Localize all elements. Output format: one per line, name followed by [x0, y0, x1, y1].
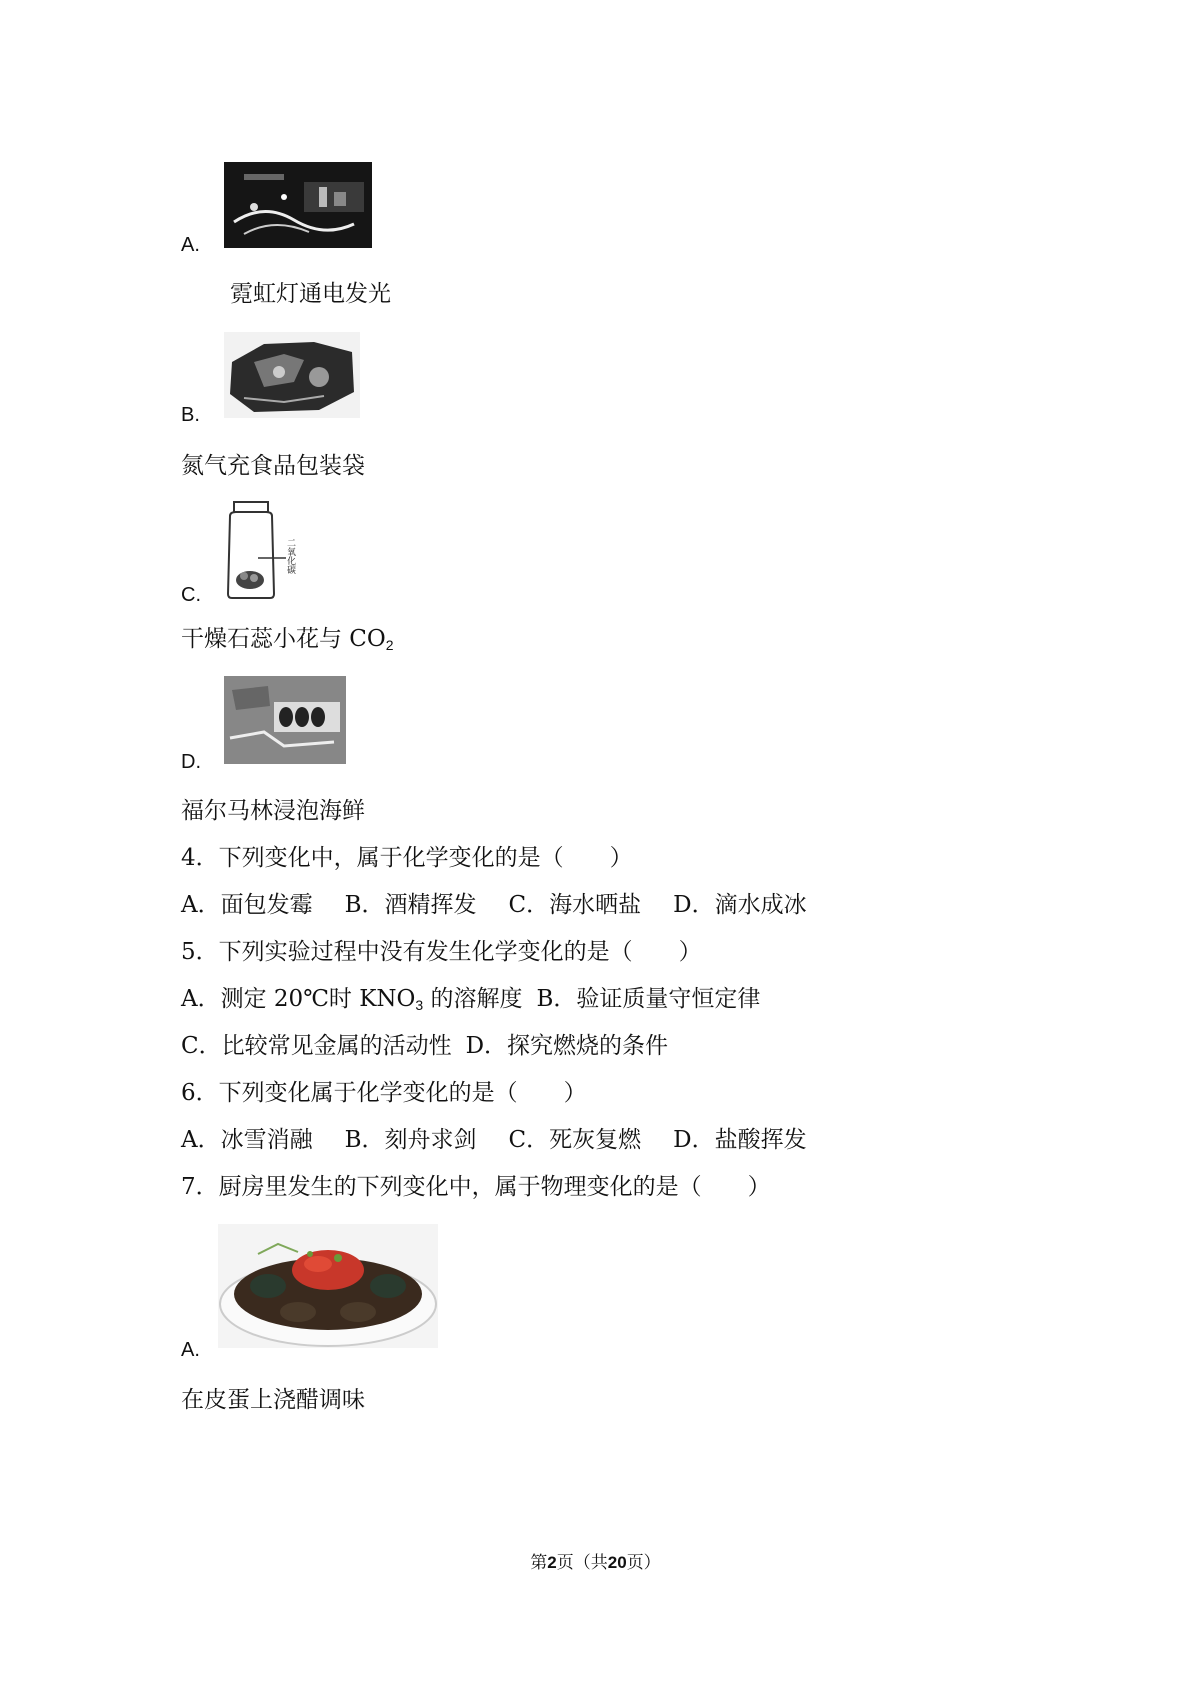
seafood-photo [224, 676, 346, 764]
jar-label: 二氧化碳 [285, 538, 295, 574]
item-c-caption-sub: 2 [385, 637, 394, 653]
item-a-letter: A. [181, 234, 200, 256]
item-b-caption: 氮气充食品包装袋 [181, 453, 365, 479]
q4-option-c: C．海水晒盐 [508, 892, 642, 918]
question-5-options-cd [181, 1031, 668, 1061]
q7-option-a-caption: 在皮蛋上浇醋调味 [181, 1387, 365, 1413]
page-number: 2 [547, 1553, 557, 1572]
q5-option-c: C．比较常见金属的活动性 [181, 1033, 452, 1059]
item-c-caption-main: 干燥石蕊小花与 CO [181, 626, 386, 652]
food-bag-photo [224, 332, 360, 418]
q5-option-b: B．验证质量守恒定律 [536, 986, 761, 1012]
question-5-stem: 5．下列实验过程中没有发生化学变化的是（ ） [181, 939, 702, 965]
q5-option-a: A．测定 20℃时 $KNO_3$ 的溶解度 [181, 986, 523, 1013]
q6-option-c: C．死灰复燃 [508, 1127, 642, 1153]
total-pages: 20 [607, 1553, 627, 1572]
neon-light-photo [224, 162, 372, 248]
item-a-caption: 霓虹灯通电发光 [230, 281, 391, 307]
preserved-egg-photo [218, 1224, 438, 1348]
q6-option-b: B．刻舟求剑 [344, 1127, 477, 1153]
q4-option-d: D．滴水成冰 [673, 892, 807, 918]
q7-option-a-letter: A. [181, 1339, 200, 1361]
q5-option-d: D．探究燃烧的条件 [465, 1033, 669, 1059]
question-4-stem: 4．下列变化中，属于化学变化的是（ ） [181, 845, 633, 871]
q4-option-b: B．酒精挥发 [344, 892, 477, 918]
question-7-stem: 7．厨房里发生的下列变化中，属于物理变化的是（ ） [181, 1174, 771, 1200]
question-6-stem: 6．下列变化属于化学变化的是（ ） [181, 1080, 587, 1106]
question-5-options-ab [181, 984, 760, 1020]
item-c-letter: C. [181, 584, 201, 606]
item-d-letter: D. [181, 751, 201, 773]
item-d-caption: 福尔马林浸泡海鲜 [181, 798, 365, 824]
question-4-options [181, 890, 807, 920]
page-footer: 第2页（共20页） [530, 1553, 661, 1573]
item-c-caption [181, 624, 394, 660]
q4-option-a: A．面包发霉 [181, 892, 313, 918]
q6-option-d: D．盐酸挥发 [673, 1127, 807, 1153]
item-b-letter: B. [181, 404, 200, 426]
jar-diagram [218, 498, 308, 602]
q6-option-a: A．冰雪消融 [181, 1127, 313, 1153]
question-6-options [181, 1125, 807, 1155]
